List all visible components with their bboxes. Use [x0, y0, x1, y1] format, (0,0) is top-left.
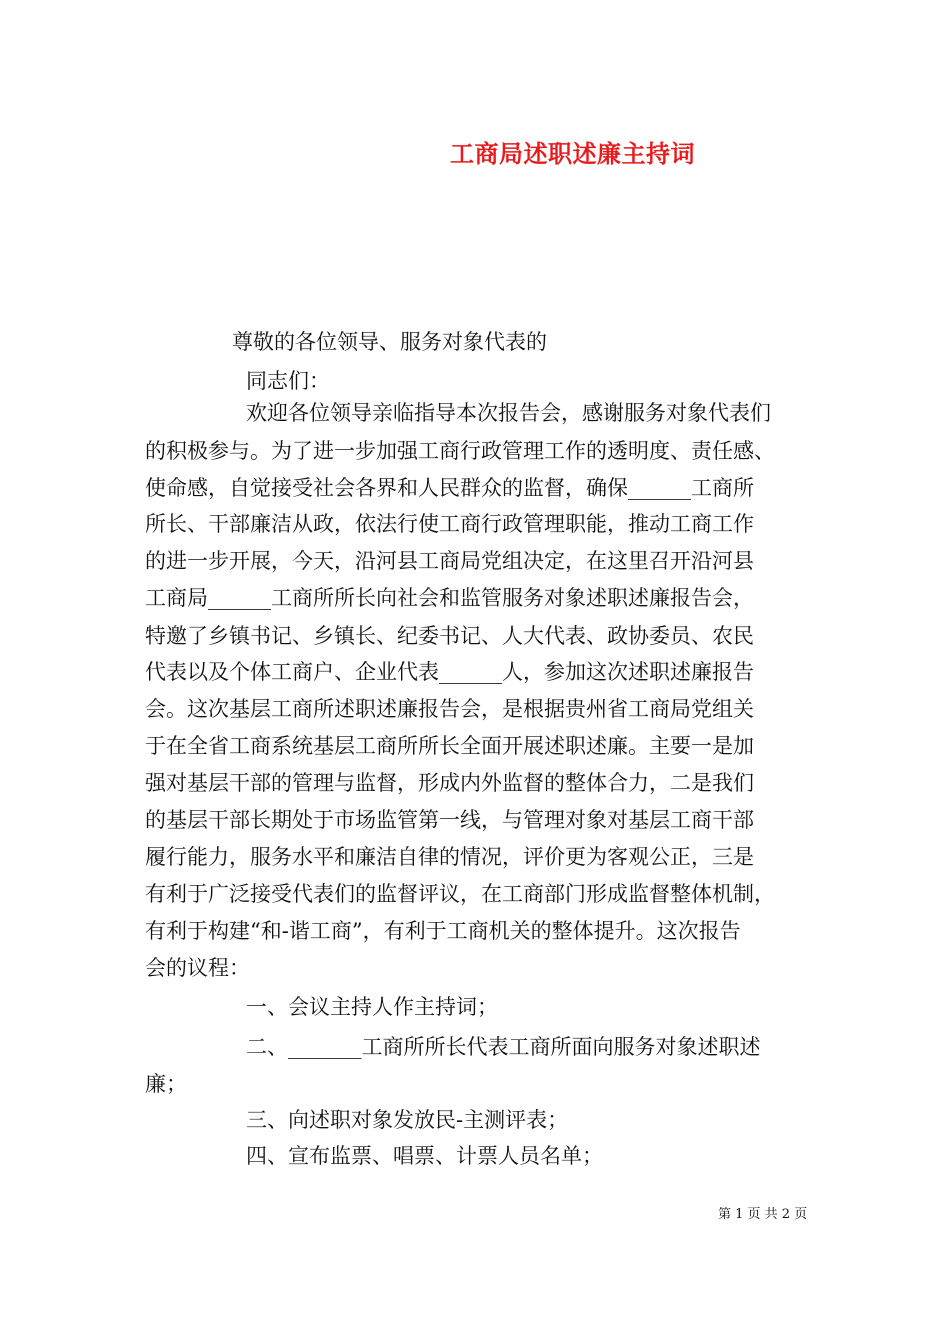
body-line: 的基层干部长期处于市场监管第一线，与管理对象对基层工商干部: [145, 808, 754, 832]
body-line: 有利于构建“和-谐工商”，有利于工商机关的整体提升。这次报告: [145, 919, 741, 943]
body-line: 会的议程：: [145, 956, 250, 980]
body-line: 会。这次基层工商所述职述廉报告会，是根据贵州省工商局党组关: [145, 697, 754, 721]
agenda-item: 一、会议主持人作主持词；: [246, 995, 498, 1019]
agenda-item: 四、宣布监票、唱票、计票人员名单；: [246, 1144, 603, 1168]
page-number: 第 1 页 共 2 页: [718, 1207, 808, 1222]
body-line: 工商局______工商所所长向社会和监管服务对象述职述廉报告会，: [145, 586, 754, 610]
salutation-line: 同志们：: [246, 369, 330, 393]
document-title: 工商局述职述廉主持词: [450, 140, 695, 168]
body-line: 于在全省工商系统基层工商所所长全面开展述职述廉。主要一是加: [145, 734, 754, 758]
body-line: 使命感，自觉接受社会各界和人民群众的监督，确保______工商所: [145, 476, 754, 500]
body-line: 代表以及个体工商户、企业代表______人，参加这次述职述廉报告: [145, 660, 754, 684]
body-line: 履行能力，服务水平和廉洁自律的情况，评价更为客观公正，三是: [145, 845, 754, 869]
agenda-item: 三、向述职对象发放民-主测评表；: [246, 1108, 569, 1132]
agenda-item: 廉；: [145, 1072, 187, 1096]
agenda-item: 二、_______工商所所长代表工商所面向服务对象述职述: [246, 1035, 761, 1059]
body-line: 的进一步开展，今天，沿河县工商局党组决定，在这里召开沿河县: [145, 549, 754, 573]
body-line: 强对基层干部的管理与监督，形成内外监督的整体合力，二是我们: [145, 771, 754, 795]
body-line: 的积极参与。为了进一步加强工商行政管理工作的透明度、责任感、: [145, 439, 775, 463]
body-line: 欢迎各位领导亲临指导本次报告会，感谢服务对象代表们: [246, 401, 771, 425]
body-line: 特邀了乡镇书记、乡镇长、纪委书记、人大代表、政协委员、农民: [145, 624, 754, 648]
body-line: 有利于广泛接受代表们的监督评议，在工商部门形成监督整体机制，: [145, 882, 775, 906]
body-line: 所长、干部廉洁从政，依法行使工商行政管理职能，推动工商工作: [145, 512, 754, 536]
greeting-line: 尊敬的各位领导、服务对象代表的: [232, 330, 547, 354]
